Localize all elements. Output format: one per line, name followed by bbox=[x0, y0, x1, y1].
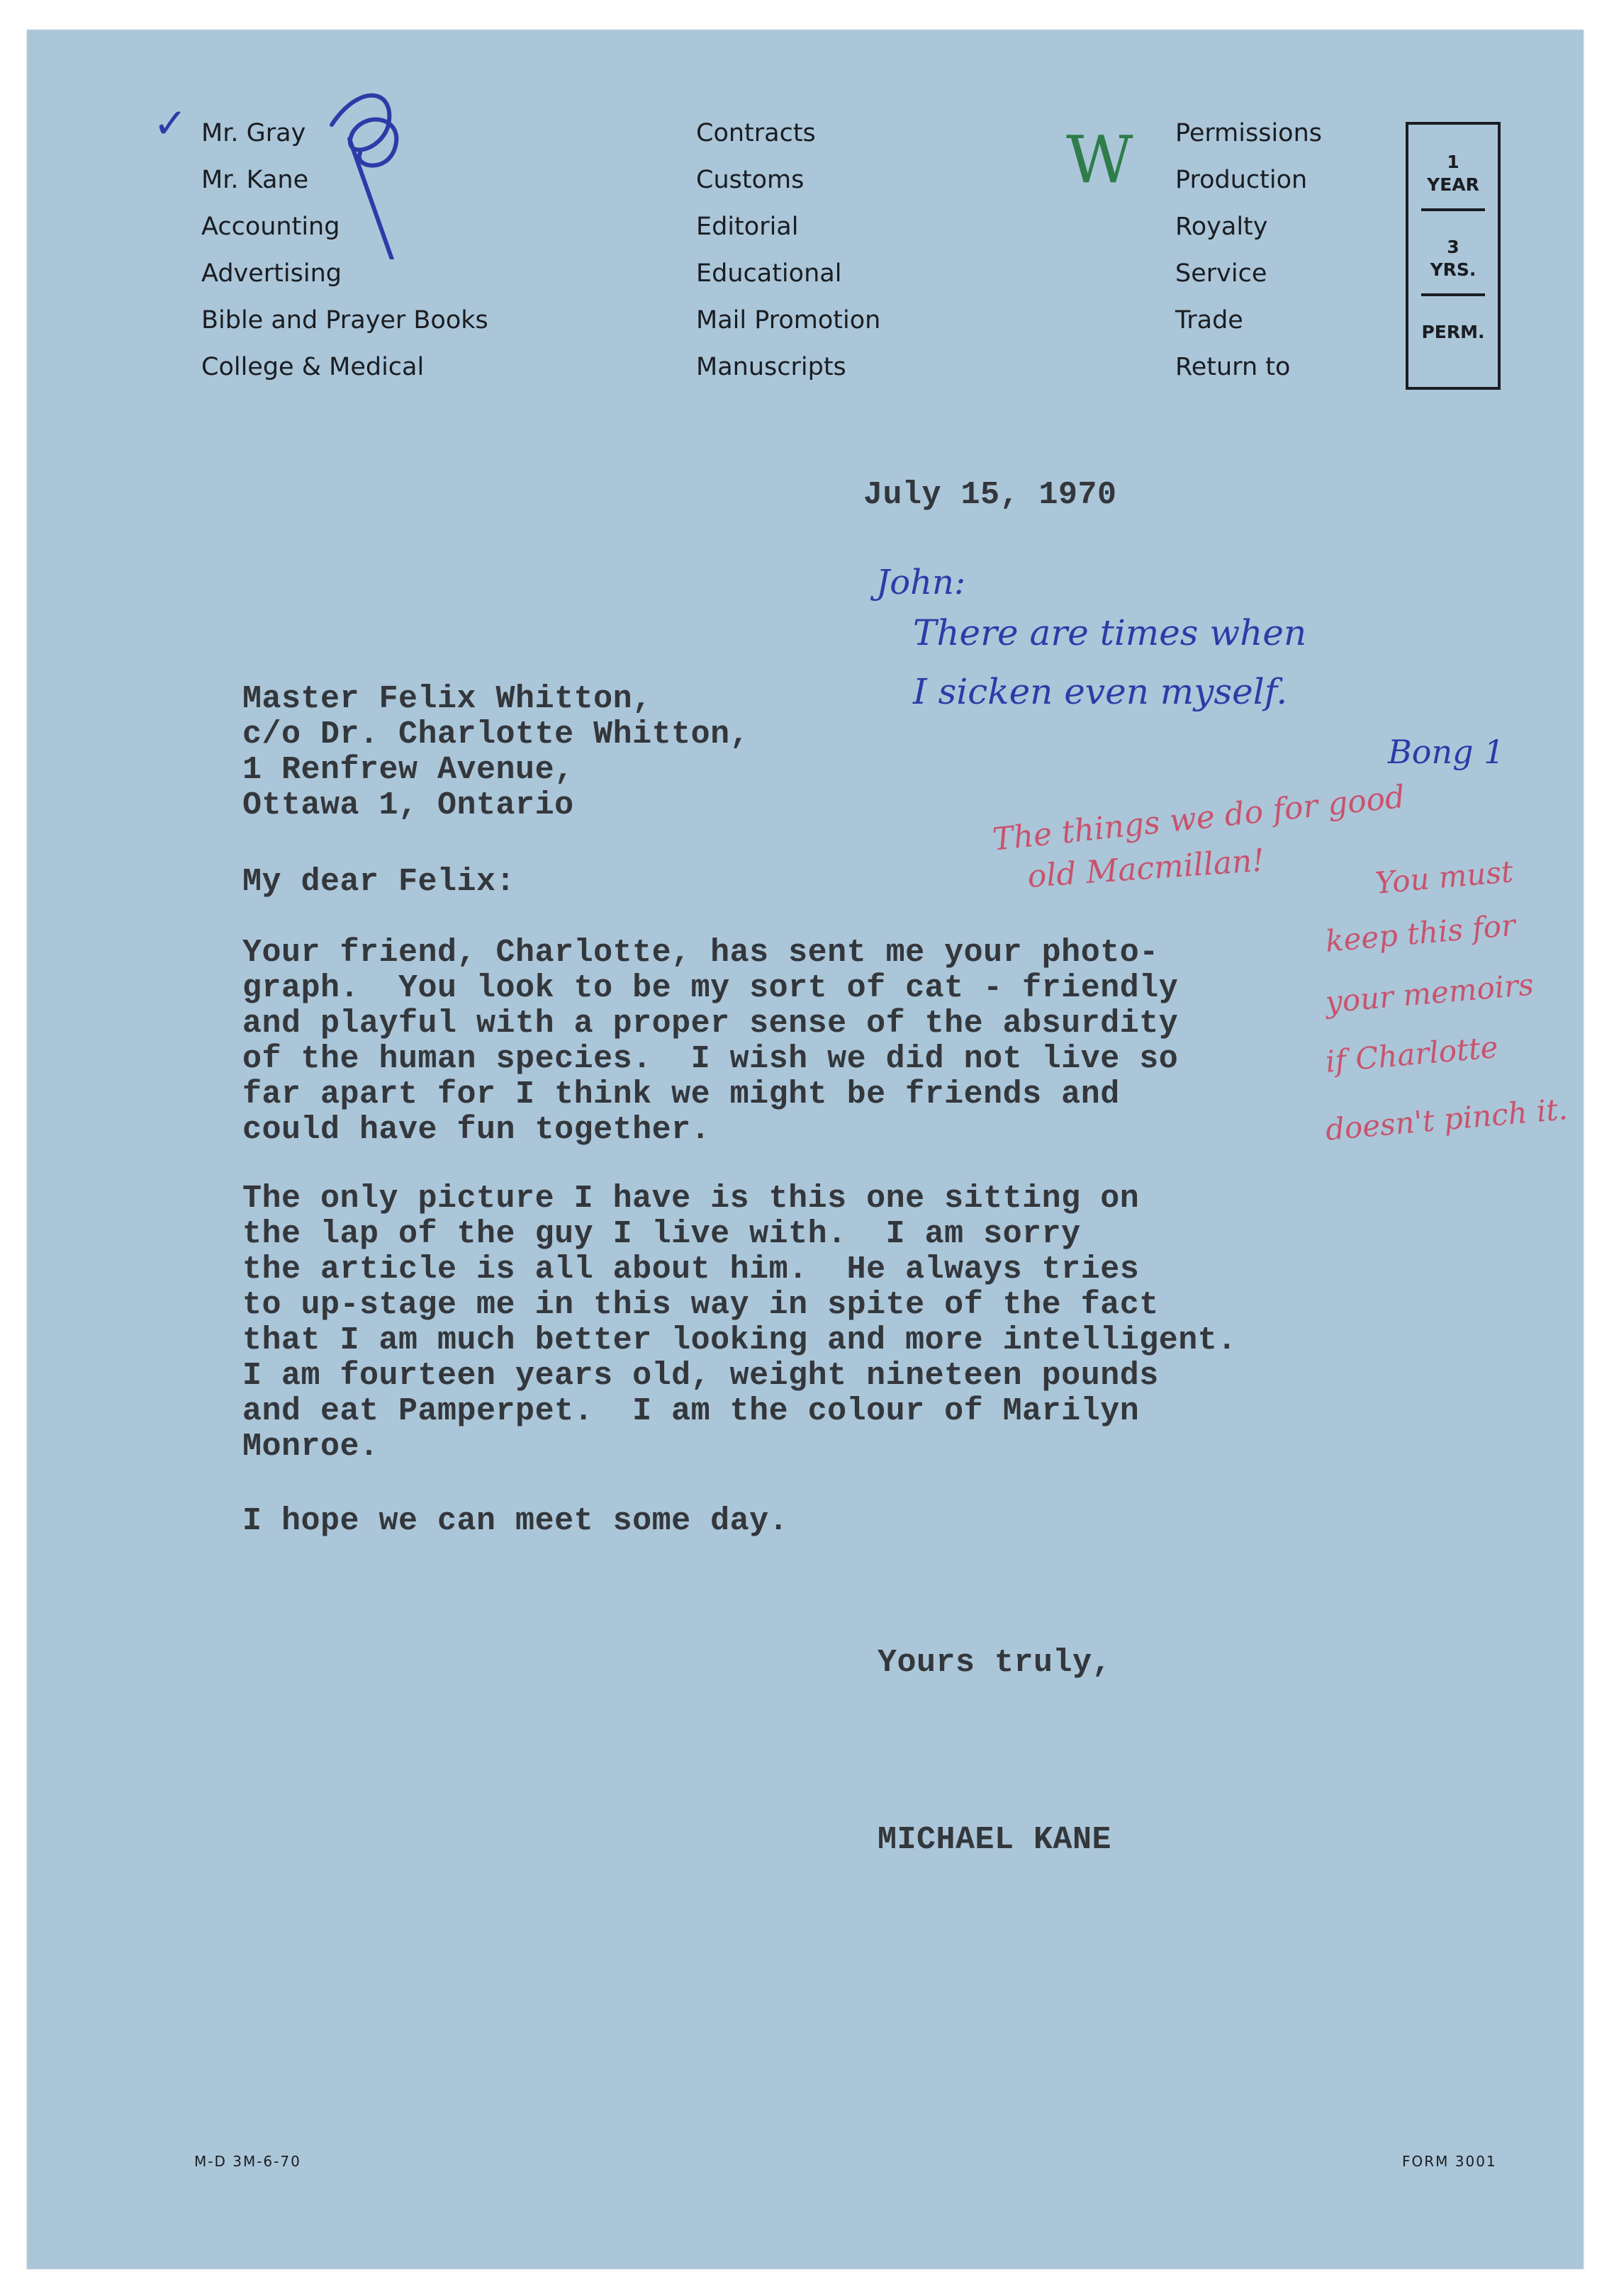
routing-item: Royalty bbox=[1175, 213, 1268, 241]
pink-note-line: old Macmillan! bbox=[1026, 842, 1266, 895]
routing-item: Permissions bbox=[1175, 119, 1323, 147]
check-mark-icon: ✓ bbox=[153, 99, 188, 147]
routing-item: Service bbox=[1175, 259, 1267, 288]
paragraph-line: the article is all about him. He always tries bbox=[242, 1251, 1140, 1288]
paragraph-line: of the human species. I wish we did not live so bbox=[242, 1041, 1179, 1077]
form-number: FORM 3001 bbox=[1402, 2153, 1497, 2170]
retention-one: 1 bbox=[1447, 152, 1459, 172]
initials-scribble-icon bbox=[310, 75, 417, 259]
routing-item: College & Medical bbox=[201, 353, 425, 381]
blue-note-line: There are times when bbox=[913, 612, 1307, 653]
pink-note-line: The things we do for good bbox=[991, 778, 1407, 858]
routing-item: Production bbox=[1175, 166, 1308, 194]
paragraph-line: The only picture I have is this one sitting on bbox=[242, 1181, 1140, 1217]
pink-note-line: keep this for bbox=[1324, 907, 1517, 959]
blue-note-line: John: bbox=[876, 563, 966, 602]
footer-code: M-D 3M-6-70 bbox=[194, 2153, 301, 2170]
address-line: Master Felix Whitton, bbox=[242, 681, 652, 717]
pink-note-line: doesn't pinch it. bbox=[1324, 1091, 1569, 1147]
pink-note-line: You must bbox=[1374, 853, 1515, 901]
retention-divider bbox=[1421, 208, 1485, 211]
paragraph-line: could have fun together. bbox=[242, 1112, 711, 1148]
routing-item: Return to bbox=[1175, 353, 1291, 381]
retention-perm: PERM. bbox=[1421, 322, 1485, 342]
paragraph-line: the lap of the guy I live with. I am sorry bbox=[242, 1216, 1081, 1252]
routing-item: Contracts bbox=[696, 119, 816, 147]
address-line: 1 Renfrew Avenue, bbox=[242, 752, 574, 788]
letter-sheet bbox=[27, 30, 1584, 2269]
routing-item: Accounting bbox=[201, 213, 340, 241]
paragraph-line: graph. You look to be my sort of cat - friendly bbox=[242, 970, 1179, 1006]
routing-column-2 bbox=[696, 110, 880, 390]
retention-box bbox=[1406, 122, 1501, 390]
routing-item: Advertising bbox=[201, 259, 342, 288]
paragraph-line: Monroe. bbox=[242, 1429, 379, 1465]
paragraph-line: and playful with a proper sense of the absurdity bbox=[242, 1006, 1179, 1042]
closing: Yours truly, bbox=[878, 1645, 1112, 1681]
paragraph-line: to up-stage me in this way in spite of the fact bbox=[242, 1287, 1159, 1323]
retention-year: YEAR bbox=[1427, 174, 1479, 195]
address-block bbox=[242, 682, 749, 823]
address-line: Ottawa 1, Ontario bbox=[242, 787, 574, 823]
paragraph-line: that I am much better looking and more intelligent. bbox=[242, 1322, 1237, 1358]
paragraph-line: Your friend, Charlotte, has sent me your photo- bbox=[242, 935, 1159, 971]
pink-note-line: your memoirs bbox=[1324, 967, 1535, 1020]
pink-note-line: if Charlotte bbox=[1324, 1029, 1500, 1079]
salutation: My dear Felix: bbox=[242, 864, 516, 900]
paragraph-line: I am fourteen years old, weight nineteen pounds bbox=[242, 1358, 1159, 1394]
paragraph-1 bbox=[242, 935, 1178, 1148]
letter-date: July 15, 1970 bbox=[863, 477, 1117, 513]
paragraph-3: I hope we can meet some day. bbox=[242, 1503, 789, 1539]
paragraph-line: far apart for I think we might be friends and bbox=[242, 1076, 1120, 1113]
retention-yrs: YRS. bbox=[1430, 259, 1476, 280]
routing-item: Mail Promotion bbox=[696, 306, 881, 334]
routing-item: Mr. Gray bbox=[201, 119, 306, 147]
routing-item: Manuscripts bbox=[696, 353, 846, 381]
paragraph-line: and eat Pamperpet. I am the colour of Marilyn bbox=[242, 1393, 1140, 1429]
blue-note-line: I sicken even myself. bbox=[913, 671, 1288, 712]
address-line: c/o Dr. Charlotte Whitton, bbox=[242, 716, 750, 753]
routing-item: Educational bbox=[696, 259, 842, 288]
initial-w: W bbox=[1066, 122, 1133, 198]
paragraph-2 bbox=[242, 1181, 1237, 1465]
routing-column-3 bbox=[1175, 110, 1322, 390]
routing-item: Trade bbox=[1175, 306, 1243, 334]
routing-item: Bible and Prayer Books bbox=[201, 306, 488, 334]
retention-three: 3 bbox=[1447, 237, 1459, 257]
signature-name: MICHAEL KANE bbox=[878, 1822, 1112, 1858]
routing-item: Editorial bbox=[696, 213, 799, 241]
blue-note-line: Bong 1 bbox=[1388, 733, 1505, 771]
routing-item: Mr. Kane bbox=[201, 166, 309, 194]
retention-divider bbox=[1421, 293, 1485, 296]
routing-item: Customs bbox=[696, 166, 805, 194]
